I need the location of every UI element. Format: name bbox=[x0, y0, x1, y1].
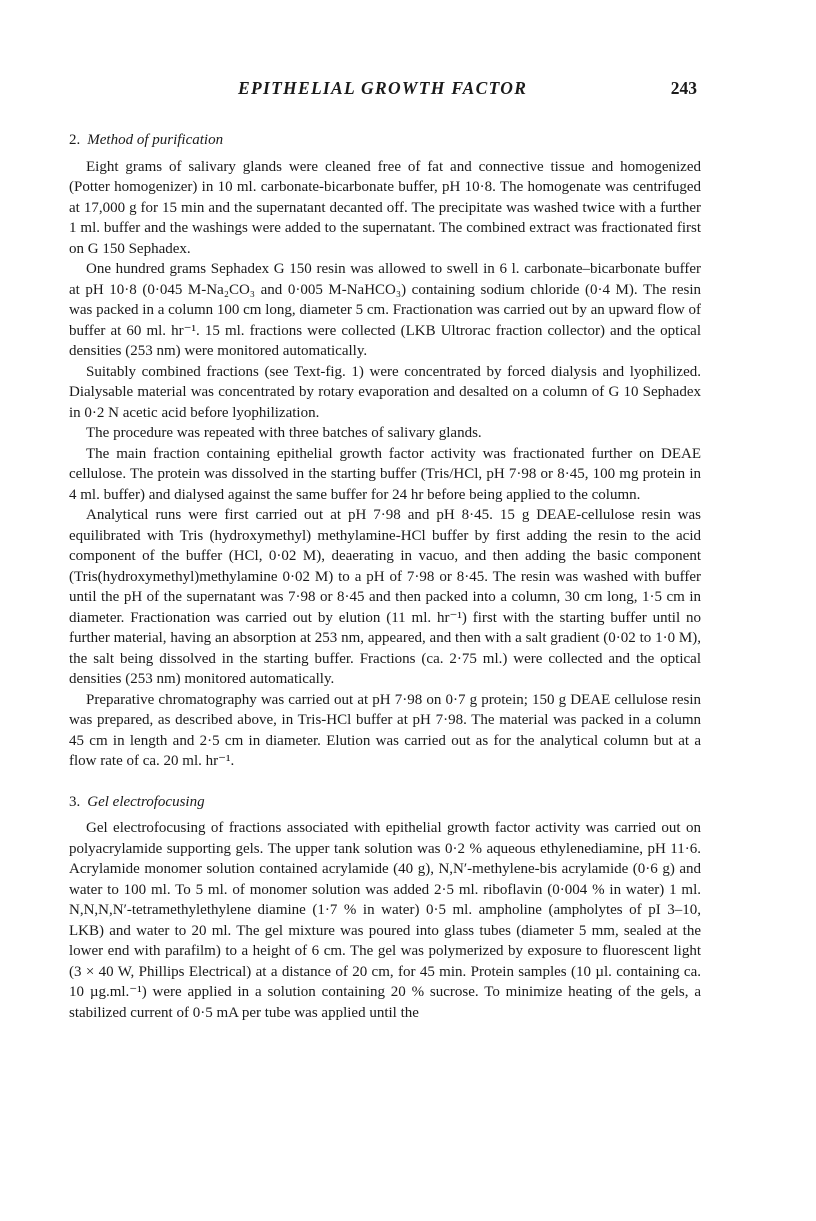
section-title: Method of purification bbox=[87, 132, 224, 148]
paragraph: The main fraction containing epithelial growth factor activity was fractionated further on DEAE cellulose. The protein was dissolved in the starting buffer (Tris/HCl, pH 7·98 or 8·45, 100 mg protein in 4 ml. buffer) and dialysed against the same buffer for 24 hr before being applied to the column. bbox=[69, 445, 701, 503]
section-number: 2. bbox=[69, 132, 81, 148]
paragraph: Eight grams of salivary glands were cleaned free of fat and connective tissue and homogenized (Potter homogenizer) in 10 ml. carbonate-bicarbonate buffer, pH 10·8. The homogenate was centrifuged at 17,000 g for 15 min and the supernatant decanted off. The precipitate was washed twice with a further 1 ml. buffer and the washings were added to the supernatant. The combined extract was fractionated first on G 150 Sephadex. bbox=[69, 158, 701, 257]
section-title: Gel electrofocusing bbox=[87, 793, 205, 810]
paragraph: Suitably combined fractions (see Text-fig. 1) were concentrated by forced dialysis and lyophilized. Dialysable material was concentrated by rotary evaporation and desalted on a column of G 10 Sephadex in 0·2 N acetic acid before lyophilization. bbox=[69, 363, 701, 421]
paragraph: Gel electrofocusing of fractions associated with epithelial growth factor activity was carried out on polyacrylamide supporting gels. The upper tank solution was 0·2 % aqueous ethylenediamine, pH 11·6. Acrylamide monomer solution contained acrylamide (40 g), N,N′-methylene-bis acrylamide (0·6 g) and water to 100 ml. To 5 ml. of monomer solution was added 2·5 ml. riboflavin (0·004 % in water) 1 ml. N,N,N,N′-tetramethylethylene diamine (1·7 % in water) 0·5 ml. ampholine (ampholytes of pI 3–10, LKB) and water to 20 ml. The gel mixture was poured into glass tubes (diameter 5 mm, sealed at the lower end with parafilm) to a height of 6 cm. The gel was polymerized by exposure to fluorescent light (3 × 40 W, Phillips Electrical) at a distance of 20 cm, for 45 min. Protein samples (10 µl. containing ca. 10 µg.ml.⁻¹) were applied in a solution containing 20 % sucrose. To minimize heating of the gels, a stabilized current of 0·5 mA per tube was applied until the bbox=[69, 820, 701, 1021]
section-heading-purification bbox=[69, 130, 701, 151]
body-text bbox=[69, 130, 701, 1023]
paragraph: One hundred grams Sephadex G 150 resin was allowed to swell in 6 l. carbonate–bicarbonate buffer at pH 10·8 (0·045 M-Na₂CO₃ and 0·005 M-NaHCO₃) containing sodium chloride (0·4 M). The resin was packed in a column 100 cm long, diameter 5 cm. Fractionation was carried out by an upward flow of buffer at 60 ml. hr⁻¹. 15 ml. fractions were collected (LKB Ultrorac fraction collector) and the optical densities (253 nm) were monitored automatically. bbox=[69, 261, 701, 359]
paragraph: The procedure was repeated with three batches of salivary glands. bbox=[86, 425, 482, 441]
paragraph: Preparative chromatography was carried out at pH 7·98 on 0·7 g protein; 150 g DEAE cellulose resin was prepared, as described above, in Tris-HCl buffer at pH 7·98. The material was packed in a column 45 cm in length and 2·5 cm in diameter. Elution was carried out as for the analytical column but at a flow rate of ca. 20 ml. hr⁻¹. bbox=[69, 691, 701, 769]
running-head-title: EPITHELIAL GROWTH FACTOR bbox=[238, 78, 528, 98]
paragraph: Analytical runs were first carried out at pH 7·98 and pH 8·45. 15 g DEAE-cellulose resin was equilibrated with Tris (hydroxymethyl) methylamine-HCl buffer by first adding the resin to the acid component of the buffer (HCl, 0·02 M), deaerating in vacuo, and then adding the basic component (Tris(hydroxymethyl)methylamine 0·02 M) to a pH of 7·98 or 8·45. The resin was washed with buffer until the pH of the supernatant was 7·98 or 8·45 and then packed into a column, 30 cm long, 1·5 cm in diameter. Fractionation was carried out by elution (11 ml. hr⁻¹) first with the starting buffer until no further material, having an absorption at 253 nm, appeared, and then with a salt gradient (0·02 to 1·0 M), the salt being dissolved in the starting buffer. Fractions (ca. 2·75 ml.) were collected and the optical densities (253 nm) monitored automatically. bbox=[69, 507, 701, 687]
section-divider bbox=[69, 772, 701, 792]
section-heading-electrofocusing bbox=[69, 792, 701, 813]
page-number: 243 bbox=[670, 78, 697, 98]
section-number: 3. bbox=[69, 793, 81, 810]
